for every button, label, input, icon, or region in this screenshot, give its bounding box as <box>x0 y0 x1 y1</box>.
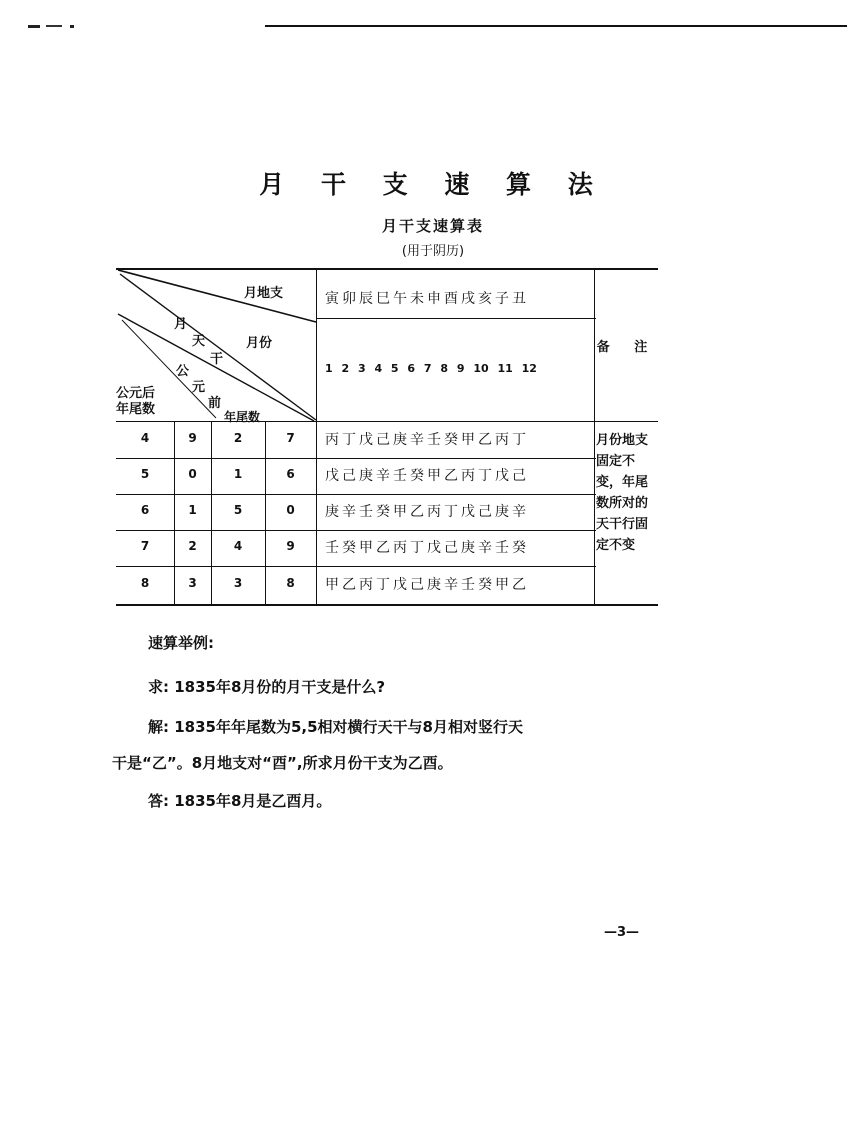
label-ad-year-tail-line1: 公元后 <box>116 386 156 401</box>
label-bc-yuan: 元 <box>192 380 206 395</box>
bc-year-tail-cell: 5 <box>233 503 243 517</box>
month-numbers-header: 1 2 3 4 5 6 7 8 9 10 11 12 <box>325 362 537 375</box>
bc-year-tail-cell: 2 <box>188 539 197 553</box>
heavenly-stems-row: 戊己庚辛壬癸甲乙丙丁戊己 <box>325 468 529 484</box>
example-heading: 速算举例: <box>148 634 214 652</box>
row-divider <box>116 458 596 459</box>
heavenly-stems-row: 壬癸甲乙丙丁戊己庚辛壬癸 <box>325 540 529 556</box>
label-stem-tian: 天 <box>192 334 206 349</box>
page-title: 月 干 支 速 算 法 <box>259 170 607 199</box>
label-stem-gan: 干 <box>210 352 224 367</box>
row-divider <box>116 494 596 495</box>
header-divider <box>316 318 596 319</box>
remarks-text: 月份地支固定不变，年尾数所对的天干行固定不变 <box>596 433 649 553</box>
bc-year-tail-cell: 1 <box>233 467 243 481</box>
bc-year-tail-cell: 4 <box>233 539 243 553</box>
label-bc-qian: 前 <box>208 396 222 411</box>
table-bottom-rule <box>116 604 658 606</box>
bc-year-tail-cell: 6 <box>286 467 295 481</box>
example-solution-line1: 解: 1835年年尾数为5,5相对横行天干与8月相对竖行天 <box>148 718 523 736</box>
label-ad-year-tail-line2: 年尾数 <box>116 402 156 417</box>
earthly-branches-header: 寅卯辰巳午未申酉戌亥子丑 <box>325 291 529 307</box>
bc-year-tail-cell: 7 <box>286 431 295 445</box>
bc-year-tail-cell: 3 <box>188 576 197 590</box>
ad-year-tail-cell: 6 <box>140 503 150 517</box>
bc-year-tail-cell: 9 <box>188 431 197 445</box>
bc-year-tail-cell: 0 <box>286 503 295 517</box>
bc-year-tail-cell: 8 <box>286 576 295 590</box>
remarks-header: 备 注 <box>596 340 658 355</box>
ad-year-tail-cell: 8 <box>140 576 150 590</box>
row-divider <box>116 530 596 531</box>
ad-year-tail-cell: 4 <box>140 431 150 445</box>
heavenly-stems-row: 丙丁戊己庚辛壬癸甲乙丙丁 <box>325 432 529 448</box>
bc-year-tail-cell: 0 <box>188 467 197 481</box>
example-answer: 答: 1835年8月是乙酉月。 <box>148 792 332 810</box>
label-bc-gong: 公 <box>176 364 190 379</box>
bc-year-tail-cell: 2 <box>233 431 243 445</box>
scan-artifact-top-rule <box>0 25 866 29</box>
heavenly-stems-row: 庚辛壬癸甲乙丙丁戊己庚辛 <box>325 504 529 520</box>
bc-year-tail-cell: 9 <box>286 539 295 553</box>
bc-year-tail-cell: 1 <box>188 503 197 517</box>
ad-year-tail-cell: 7 <box>140 539 150 553</box>
page-number: —3— <box>604 925 640 940</box>
label-month-branch: 月地支 <box>244 286 284 301</box>
bc-year-tail-cell: 3 <box>233 576 243 590</box>
example-question: 求: 1835年8月份的月干支是什么? <box>148 678 386 696</box>
month-stem-branch-table <box>116 268 658 606</box>
label-month-stem: 月 <box>174 317 188 332</box>
table-title: 月干支速算表 <box>381 217 484 235</box>
heavenly-stems-row: 甲乙丙丁戊己庚辛壬癸甲乙 <box>325 577 529 593</box>
label-month-number: 月份 <box>246 336 273 351</box>
ad-year-tail-cell: 5 <box>140 467 150 481</box>
label-bc-year-tail: 年尾数 <box>224 410 261 424</box>
example-solution-line2: 干是“乙”。8月地支对“酉”,所求月份干支为乙酉。 <box>112 754 453 772</box>
table-subtitle-note: (用于阴历) <box>401 244 465 259</box>
row-divider <box>116 566 596 567</box>
